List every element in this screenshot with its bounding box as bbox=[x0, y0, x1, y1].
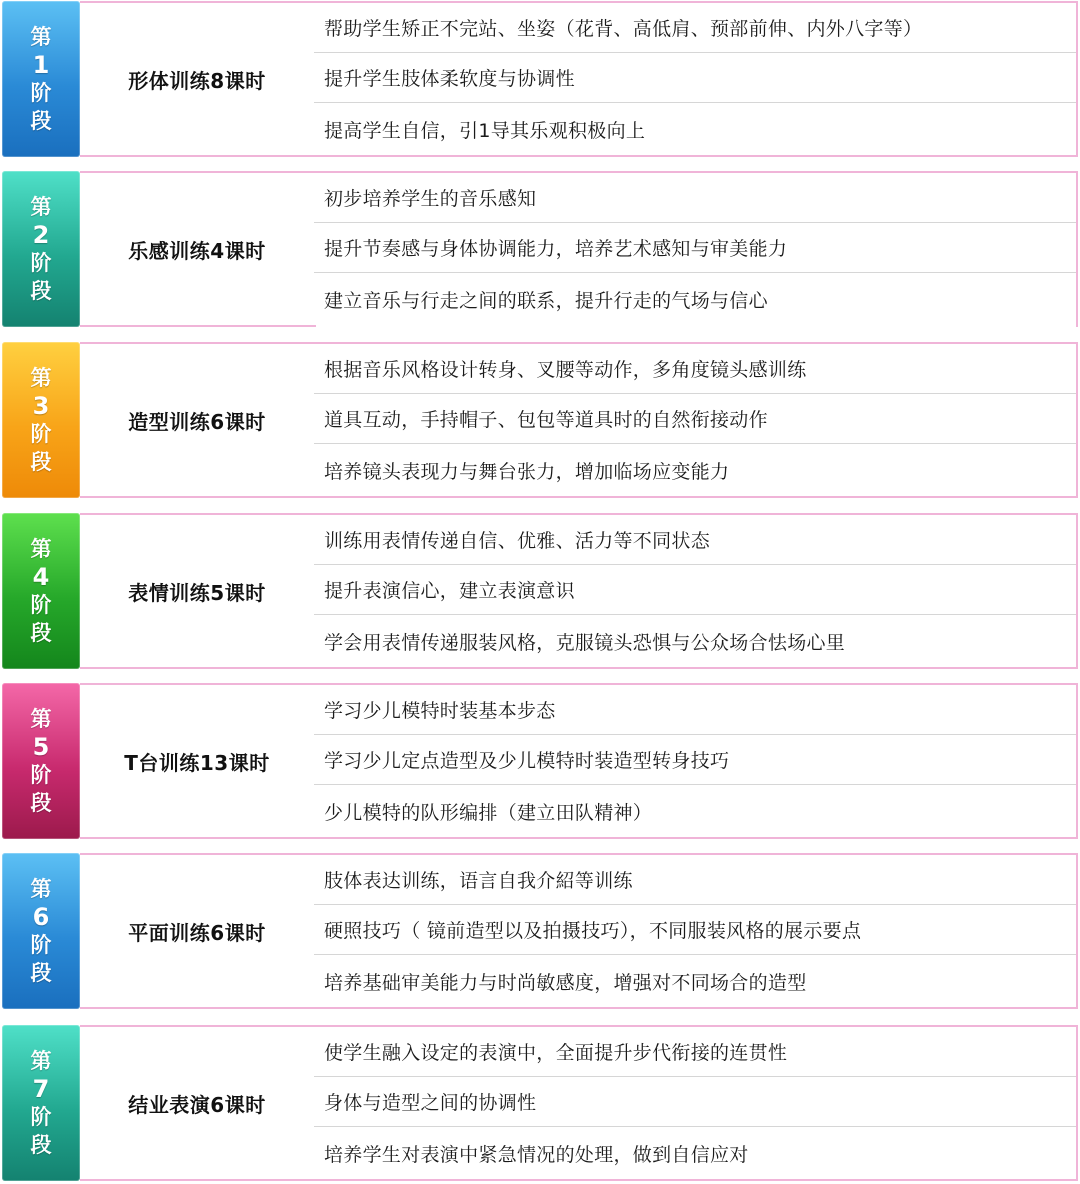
stage-1-item-2: 提升学生肢体柔软度与协调性 bbox=[314, 53, 1076, 103]
stage-6-number: 6 bbox=[32, 903, 50, 931]
stage-3-card bbox=[80, 342, 1078, 498]
stage-1-item-3: 提高学生自信，引1导其乐观积极向上 bbox=[324, 119, 646, 142]
stage-6-item-list bbox=[314, 855, 1076, 1007]
stage-5-item-1: 学习少儿模特时装基本步态 bbox=[314, 685, 1076, 735]
stage-4-item-3: 学会用表情传递服装风格，克服镜头恐惧与公众场合怯场心里 bbox=[324, 631, 846, 654]
stage-1-number: 1 bbox=[32, 51, 50, 79]
stage-2-number: 2 bbox=[32, 221, 50, 249]
stage-3-row bbox=[2, 342, 1078, 498]
stage-6-item-2: 硬照技巧（ 镜前造型以及拍摄技巧），不同服装风格的展示要点 bbox=[314, 905, 1076, 955]
stage-2-course-title: 乐感训练4课时 bbox=[128, 238, 266, 263]
stage-3-item-2: 道具互动，手持帽子、包包等道具时的自然衔接动作 bbox=[314, 394, 1076, 444]
stage-6-label-mid: 阶 bbox=[30, 933, 52, 957]
stage-4-row bbox=[2, 513, 1078, 669]
stage-5-item-2: 学习少儿定点造型及少儿模特时装造型转身技巧 bbox=[314, 735, 1076, 785]
stage-3-item-list bbox=[314, 344, 1076, 496]
stage-4-number: 4 bbox=[32, 563, 50, 591]
stage-5-item-list bbox=[314, 685, 1076, 837]
stage-3-badge bbox=[2, 342, 80, 498]
stage-4-card bbox=[80, 513, 1078, 669]
stage-2-item-1: 初步培养学生的音乐感知 bbox=[314, 173, 1076, 223]
stage-4-course-title: 表情训练5课时 bbox=[128, 580, 266, 605]
stage-4-item-1: 训练用表情传递自信、优雅、活力等不同状态 bbox=[314, 515, 1076, 565]
stage-7-label-top: 第 bbox=[30, 1049, 52, 1073]
stage-1-item-1: 帮助学生矫正不完站、坐姿（花背、高低肩、预部前伸、内外八字等） bbox=[314, 3, 1076, 53]
stage-7-item-3: 培养学生对表演中紧急情况的处理，做到自信应对 bbox=[324, 1143, 749, 1166]
stage-5-badge bbox=[2, 683, 80, 839]
stage-3-label-bottom: 段 bbox=[30, 450, 52, 474]
stage-7-label-bottom: 段 bbox=[30, 1133, 52, 1157]
stage-7-number: 7 bbox=[32, 1075, 50, 1103]
stage-4-item-list bbox=[314, 515, 1076, 667]
stage-1-row bbox=[2, 1, 1078, 157]
stage-2-badge bbox=[2, 171, 80, 327]
stage-6-label-bottom: 段 bbox=[30, 961, 52, 985]
stage-3-label-top: 第 bbox=[30, 366, 52, 390]
stage-4-label-top: 第 bbox=[30, 537, 52, 561]
stage-2-card bbox=[80, 171, 1078, 327]
stage-7-label-mid: 阶 bbox=[30, 1105, 52, 1129]
stage-6-course-title: 平面训练6课时 bbox=[128, 920, 266, 945]
stage-2-item-list bbox=[314, 173, 1076, 325]
stage-7-item-1: 使学生融入设定的表演中，全面提升步代衔接的连贯性 bbox=[314, 1027, 1076, 1077]
stage-2-label-mid: 阶 bbox=[30, 251, 52, 275]
stage-3-item-1: 根据音乐风格设计转身、叉腰等动作，多角度镜头感训练 bbox=[314, 344, 1076, 394]
stage-4-badge bbox=[2, 513, 80, 669]
stage-4-label-mid: 阶 bbox=[30, 593, 52, 617]
stage-5-row bbox=[2, 683, 1078, 839]
stage-3-number: 3 bbox=[32, 392, 50, 420]
stage-6-item-1: 肢体表达训练，语言自我介紹等训练 bbox=[314, 855, 1076, 905]
stage-4-item-2: 提升表演信心，建立表演意识 bbox=[314, 565, 1076, 615]
stage-6-badge bbox=[2, 853, 80, 1009]
stage-3-label-mid: 阶 bbox=[30, 422, 52, 446]
stage-2-label-top: 第 bbox=[30, 195, 52, 219]
stage-3-item-3: 培养镜头表现力与舞台张力，增加临场应变能力 bbox=[324, 460, 730, 483]
stage-7-course-title: 结业表演6课时 bbox=[128, 1092, 266, 1117]
stage-7-row bbox=[2, 1025, 1078, 1181]
stage-1-label-mid: 阶 bbox=[30, 81, 52, 105]
stage-1-label-top: 第 bbox=[30, 25, 52, 49]
stage-6-card bbox=[80, 853, 1078, 1009]
stage-4-label-bottom: 段 bbox=[30, 621, 52, 645]
stage-6-row bbox=[2, 853, 1078, 1009]
stage-7-item-list bbox=[314, 1027, 1076, 1179]
stage-6-item-3: 培养基础审美能力与时尚敏感度，增强对不同场合的造型 bbox=[324, 971, 807, 994]
stage-5-course-title: T台训练13课时 bbox=[124, 750, 270, 775]
stage-2-row bbox=[2, 171, 1078, 327]
stage-1-course-title: 形体训练8课时 bbox=[128, 68, 266, 93]
stage-5-item-3: 少儿模特的队形编排（建立田队精神） bbox=[324, 801, 653, 824]
stage-7-card bbox=[80, 1025, 1078, 1181]
stage-5-label-top: 第 bbox=[30, 707, 52, 731]
stage-1-badge bbox=[2, 1, 80, 157]
stage-3-course-title: 造型训练6课时 bbox=[128, 409, 266, 434]
stage-6-label-top: 第 bbox=[30, 877, 52, 901]
stage-2-bottom-border bbox=[80, 325, 316, 327]
stage-5-label-mid: 阶 bbox=[30, 763, 52, 787]
stage-2-label-bottom: 段 bbox=[30, 279, 52, 303]
stage-7-badge bbox=[2, 1025, 80, 1181]
stage-7-item-2: 身体与造型之间的协调性 bbox=[314, 1077, 1076, 1127]
stage-5-number: 5 bbox=[32, 733, 50, 761]
stage-1-item-list bbox=[314, 3, 1076, 155]
stage-2-item-3: 建立音乐与行走之间的联系，提升行走的气场与信心 bbox=[324, 289, 768, 312]
stage-5-card bbox=[80, 683, 1078, 839]
stage-5-label-bottom: 段 bbox=[30, 791, 52, 815]
stage-2-item-2: 提升节奏感与身体协调能力，培养艺术感知与审美能力 bbox=[314, 223, 1076, 273]
stage-1-card bbox=[80, 1, 1078, 157]
stage-1-label-bottom: 段 bbox=[30, 109, 52, 133]
